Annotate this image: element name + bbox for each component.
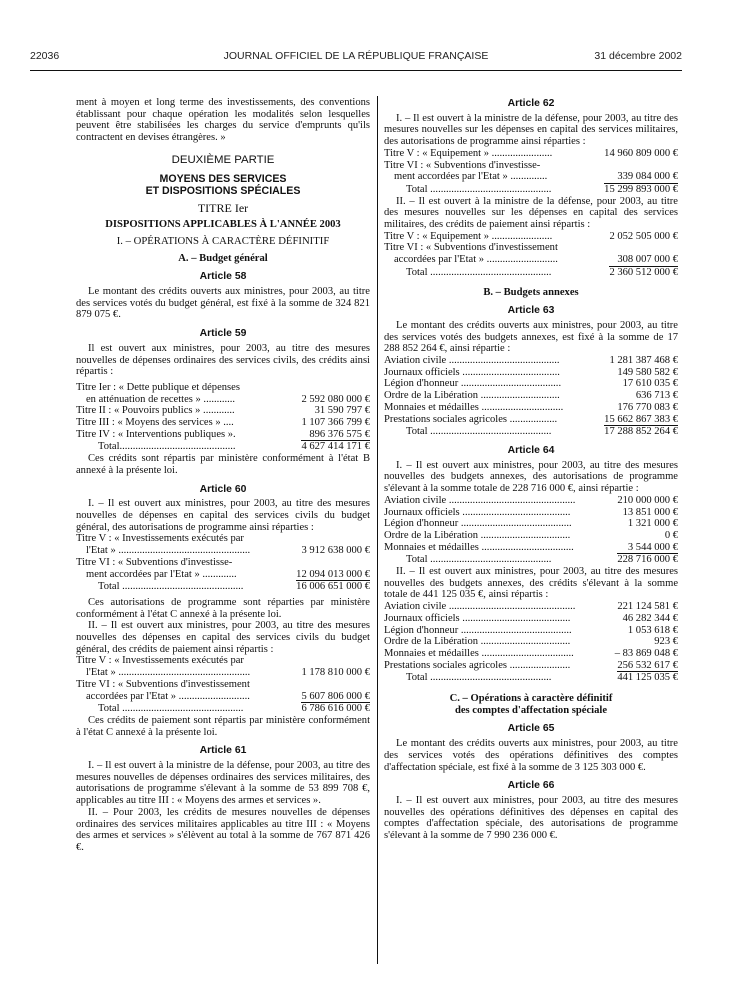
table-row [384, 231, 678, 243]
table-row [76, 533, 370, 545]
total-label: Total............................................ [98, 441, 236, 453]
journal-title: JOURNAL OFFICIEL DE LA RÉPUBLIQUE FRANÇAISE [223, 50, 489, 62]
row-amount: 46 282 344 € [622, 612, 678, 624]
row-label: Titre VI : « Subventions d'investisse- [384, 159, 541, 171]
table-row [384, 414, 678, 426]
table-row [384, 355, 678, 367]
table-row [76, 569, 370, 581]
total-row [384, 183, 678, 196]
part-subtitle-1: MOYENS DES SERVICES [159, 172, 287, 185]
article-text: II. – Pour 2003, les crédits de mesures nouvelles de dépenses ordinaires des services militaires applicables au titre III : « Moyens des armes et services » s'élèvent au total à la somme de 767 871 426 €. [76, 806, 370, 853]
table-row [384, 530, 678, 542]
row-label: Titre V : « Investissements exécutés par [76, 533, 244, 545]
article-text: I. – Il est ouvert à la ministre de la défense, pour 2003, au titre des mesures nouvelles de dépenses ordinaires des services militaires, des autorisations de programme s'élevant à la somme de 53 899 708 €, applicables au titre III : « Moyens des armes et services ». [76, 760, 370, 807]
table-row [76, 679, 370, 691]
row-amount: 339 084 000 € [617, 171, 678, 183]
row-label: Aviation civile ................................................ [384, 601, 576, 613]
article-title: Article 65 [507, 723, 555, 735]
table-row [76, 382, 370, 394]
total-label: Total .............................................. [98, 703, 244, 715]
row-label: Prestations sociales agricoles .................. [384, 413, 558, 425]
row-label: Monnaies et médailles ................................... [384, 647, 574, 659]
row-label: Titre V : « Equipement » ....................... [384, 230, 553, 242]
page-number: 22036 [30, 50, 60, 62]
table-row [76, 667, 370, 679]
row-label: Aviation civile ................................................ [384, 494, 576, 506]
table-row [384, 402, 678, 414]
row-label: Légion d'honneur .......................................... [384, 624, 572, 636]
table-row [384, 495, 678, 507]
table-row [384, 148, 678, 160]
row-amount: 256 532 617 € [617, 659, 678, 671]
table-row [384, 507, 678, 519]
article-text: Ces crédits de paiement sont répartis par ministère conformément à l'état C annexé à la présente loi. [76, 714, 370, 738]
row-label: Ordre de la Libération .............................. [384, 390, 560, 402]
right-column [384, 97, 678, 842]
total-row [384, 425, 678, 438]
row-amount: 2 052 505 000 € [609, 230, 678, 242]
row-amount: 1 178 810 000 € [301, 667, 370, 679]
row-amount: 3 912 638 000 € [301, 545, 370, 557]
intro-paragraph: ment à moyen et long terme des investissements, des conventions établissant pour chaque opération les modalités selon lesquelles peuvent être stabilisées les charges du service d'emprunts qu'ils contractent en devises étrangères. » [76, 97, 370, 144]
row-label: en atténuation de recettes » ............ [86, 393, 236, 405]
row-label: ment accordées par l'Etat » ............. [86, 568, 237, 580]
table-row [384, 601, 678, 613]
total-amount: 16 006 651 000 € [296, 581, 370, 593]
article-text: Ces autorisations de programme sont réparties par ministère conformément à l'état C annexé à la présente loi. [76, 596, 370, 620]
row-label: Titre V : « Investissements exécutés par [76, 655, 244, 667]
row-label: Prestations sociales agricoles ....................... [384, 659, 571, 671]
page-header [30, 50, 682, 66]
row-amount: 1 053 618 € [627, 624, 678, 636]
article-text: II. – Il est ouvert aux ministres, pour 2003, au titre des mesures nouvelles des budgets annexes, des crédits s'élevant à la somme totale de 441 125 035 €, ainsi répartis : [384, 566, 678, 601]
table-row [76, 655, 370, 667]
row-amount: 1 321 000 € [627, 518, 678, 530]
row-amount: 1 107 366 799 € [301, 417, 370, 429]
subsection-heading-2: des comptes d'affectation spéciale [454, 704, 608, 716]
issue-date: 31 décembre 2002 [594, 50, 682, 62]
table-row [76, 394, 370, 406]
subsection-heading: A. – Budget général [178, 252, 268, 264]
table-row [76, 417, 370, 429]
row-amount: 636 713 € [635, 390, 678, 402]
row-amount: 2 592 080 000 € [301, 393, 370, 405]
article-text: I. – Il est ouvert aux ministres, pour 2003, au titre des mesures nouvelles des opérations définitives des dépenses en capital des comptes d'affectation spéciale, des autorisations de programme s'élevant à la somme de 7 990 236 000 €. [384, 794, 678, 842]
row-label: Légion d'honneur ...................................... [384, 378, 562, 390]
left-column [76, 97, 370, 854]
row-label: Titre VI : « Subventions d'investissement [76, 678, 250, 690]
row-label: Titre IV : « Interventions publiques ». [76, 428, 236, 440]
table-row [76, 405, 370, 417]
row-label: Monnaies et médailles ............................... [384, 401, 564, 413]
row-amount: 149 580 582 € [617, 366, 678, 378]
article-text: I. – Il est ouvert aux ministres, pour 2003, au titre des mesures nouvelles de dépenses en capital des services civils du budget général, des autorisations de programme ainsi réparties : [76, 498, 370, 533]
article-text: I. – Il est ouvert à la ministre de la défense, pour 2003, au titre des mesures nouvelles sur les dépenses en capital des services militaires, des autorisations de programme ainsi réparties : [384, 112, 678, 148]
total-amount: 17 288 852 264 € [604, 426, 678, 438]
table-row [384, 542, 678, 554]
row-amount: 176 770 083 € [617, 401, 678, 413]
row-label: Ordre de la Libération .................................. [384, 636, 571, 648]
part-title: DEUXIÈME PARTIE [171, 153, 275, 166]
total-label: Total .............................................. [98, 581, 244, 593]
row-label: Journaux officiels ......................................... [384, 612, 571, 624]
article-title: Article 58 [199, 271, 247, 283]
row-amount: 3 544 000 € [627, 541, 678, 553]
article-title: Article 64 [507, 444, 555, 456]
row-amount: 1 281 387 468 € [609, 355, 678, 367]
total-amount: 4 627 414 171 € [301, 441, 370, 453]
row-amount: 210 000 000 € [617, 494, 678, 506]
total-row [384, 553, 678, 566]
row-label: ment accordées par l'Etat » .............. [394, 171, 548, 183]
row-label: Titre VI : « Subventions d'investissement [384, 242, 558, 254]
row-amount: 0 € [664, 529, 678, 541]
article-text: II. – Il est ouvert à la ministre de la défense, pour 2003, au titre des mesures nouvelles sur les dépenses en capital des services militaires, des crédits de paiement ainsi répartis : [384, 195, 678, 231]
row-amount: – 83 869 048 € [614, 647, 678, 659]
budget-table [384, 601, 678, 671]
table-row [384, 625, 678, 637]
article-title: Article 63 [507, 305, 555, 317]
article-text: Le montant des crédits ouverts aux ministres, pour 2003, au titre des services votés du budget général, est fixé à la somme de 324 821 879 075 €. [76, 286, 370, 321]
table-row [384, 160, 678, 172]
row-amount: 221 124 581 € [617, 601, 678, 613]
header-rule [30, 70, 682, 71]
table-row [384, 242, 678, 254]
article-title: Article 60 [199, 483, 247, 495]
table-row [76, 545, 370, 557]
row-label: Aviation civile .......................................... [384, 355, 560, 367]
row-amount: 923 € [654, 636, 678, 648]
row-amount: 896 376 575 € [309, 428, 370, 440]
table-row [384, 613, 678, 625]
article-title: Article 59 [199, 328, 247, 340]
total-label: Total .............................................. [406, 183, 552, 195]
part-subtitle-2: ET DISPOSITIONS SPÉCIALES [145, 184, 301, 197]
total-amount: 441 125 035 € [617, 672, 678, 684]
row-label: Titre Ier : « Dette publique et dépenses [76, 381, 240, 393]
row-amount: 14 960 809 000 € [604, 147, 678, 159]
table-row [384, 367, 678, 379]
article-title: Article 66 [507, 780, 555, 792]
table-row [384, 636, 678, 648]
column-divider [377, 96, 378, 964]
article-title: Article 62 [507, 98, 555, 109]
article-text: Ces crédits sont répartis par ministère conformément à l'état B annexé à la présente loi. [76, 453, 370, 476]
row-label: Titre III : « Moyens des services » .... [76, 417, 234, 429]
total-label: Total .............................................. [406, 672, 552, 684]
table-row [384, 660, 678, 672]
total-amount: 228 716 000 € [617, 554, 678, 566]
budget-table [384, 355, 678, 425]
table-row [384, 254, 678, 266]
titre-heading: TITRE Ier [197, 200, 249, 215]
article-title: Article 61 [199, 745, 247, 757]
row-label: Titre VI : « Subventions d'investisse- [76, 556, 233, 568]
total-row [76, 580, 370, 593]
row-amount: 13 851 000 € [622, 506, 678, 518]
row-amount: 308 007 000 € [617, 254, 678, 266]
table-row [76, 691, 370, 703]
table-row [384, 171, 678, 183]
total-amount: 6 786 616 000 € [301, 703, 370, 715]
article-text: Il est ouvert aux ministres, pour 2003, au titre des mesures nouvelles de dépenses ordinaires des services civils, des crédits ainsi répartis : [76, 342, 370, 378]
row-label: Ordre de la Libération .................................. [384, 529, 571, 541]
row-amount: 31 590 797 € [314, 405, 370, 417]
row-label: Journaux officiels ......................................... [384, 506, 571, 518]
row-amount: 17 610 035 € [622, 378, 678, 390]
budget-table [384, 495, 678, 554]
table-row [76, 557, 370, 569]
total-label: Total .............................................. [406, 554, 552, 566]
section-heading: I. – OPÉRATIONS À CARACTÈRE DÉFINITIF [116, 234, 330, 247]
table-row [384, 648, 678, 660]
row-label: Titre V : « Equipement » ....................... [384, 147, 553, 159]
article-text: II. – Il est ouvert aux ministres, pour 2003, au titre des mesures nouvelles des dépenses en capital des services civils du budget général, des crédits de paiement ainsi répartis : [76, 620, 370, 655]
total-label: Total .............................................. [406, 426, 552, 438]
row-amount: 15 662 867 383 € [604, 413, 678, 425]
total-row [76, 702, 370, 715]
table-row [76, 429, 370, 441]
subsection-heading: B. – Budgets annexes [483, 286, 579, 298]
table-row [384, 390, 678, 402]
row-label: l'Etat » .................................................. [86, 667, 251, 679]
total-row [384, 671, 678, 684]
row-label: accordées par l'Etat » ........................... [86, 690, 250, 702]
article-text: Le montant des crédits ouverts aux ministres, pour 2003, au titre des services votés des opérations définitives des comptes d'affectation spéciale, est fixé à la somme de 3 125 303 000 €. [384, 738, 678, 773]
table-row [384, 378, 678, 390]
table-row [384, 518, 678, 530]
row-label: l'Etat » .................................................. [86, 545, 251, 557]
row-amount: 12 094 013 000 € [296, 568, 370, 580]
total-amount: 15 299 893 000 € [604, 183, 678, 195]
row-label: Légion d'honneur .......................................... [384, 518, 572, 530]
total-amount: 2 360 512 000 € [609, 266, 678, 278]
row-label: Titre II : « Pouvoirs publics » ............ [76, 405, 235, 417]
dispositions-heading: DISPOSITIONS APPLICABLES À L'ANNÉE 2003 [105, 219, 341, 231]
row-label: Monnaies et médailles ................................... [384, 541, 574, 553]
total-label: Total .............................................. [406, 266, 552, 278]
row-label: accordées par l'Etat » ........................... [394, 254, 558, 266]
article-text: Le montant des crédits ouverts aux ministres, pour 2003, au titre des services votés des budgets annexes, est fixé à la somme de 17 288 852 264 €, ainsi répartie : [384, 319, 678, 355]
total-row [384, 266, 678, 279]
total-row [76, 440, 370, 453]
row-label: Journaux officiels ..................................... [384, 366, 560, 378]
article-text: I. – Il est ouvert aux ministres, pour 2003, au titre des mesures nouvelles des budgets annexes, des autorisations de programme s'élevant à la somme totale de 228 716 000 €, ainsi répartie : [384, 459, 678, 495]
subsection-heading: C. – Opérations à caractère définitif [449, 693, 613, 705]
row-amount: 5 607 806 000 € [301, 690, 370, 702]
